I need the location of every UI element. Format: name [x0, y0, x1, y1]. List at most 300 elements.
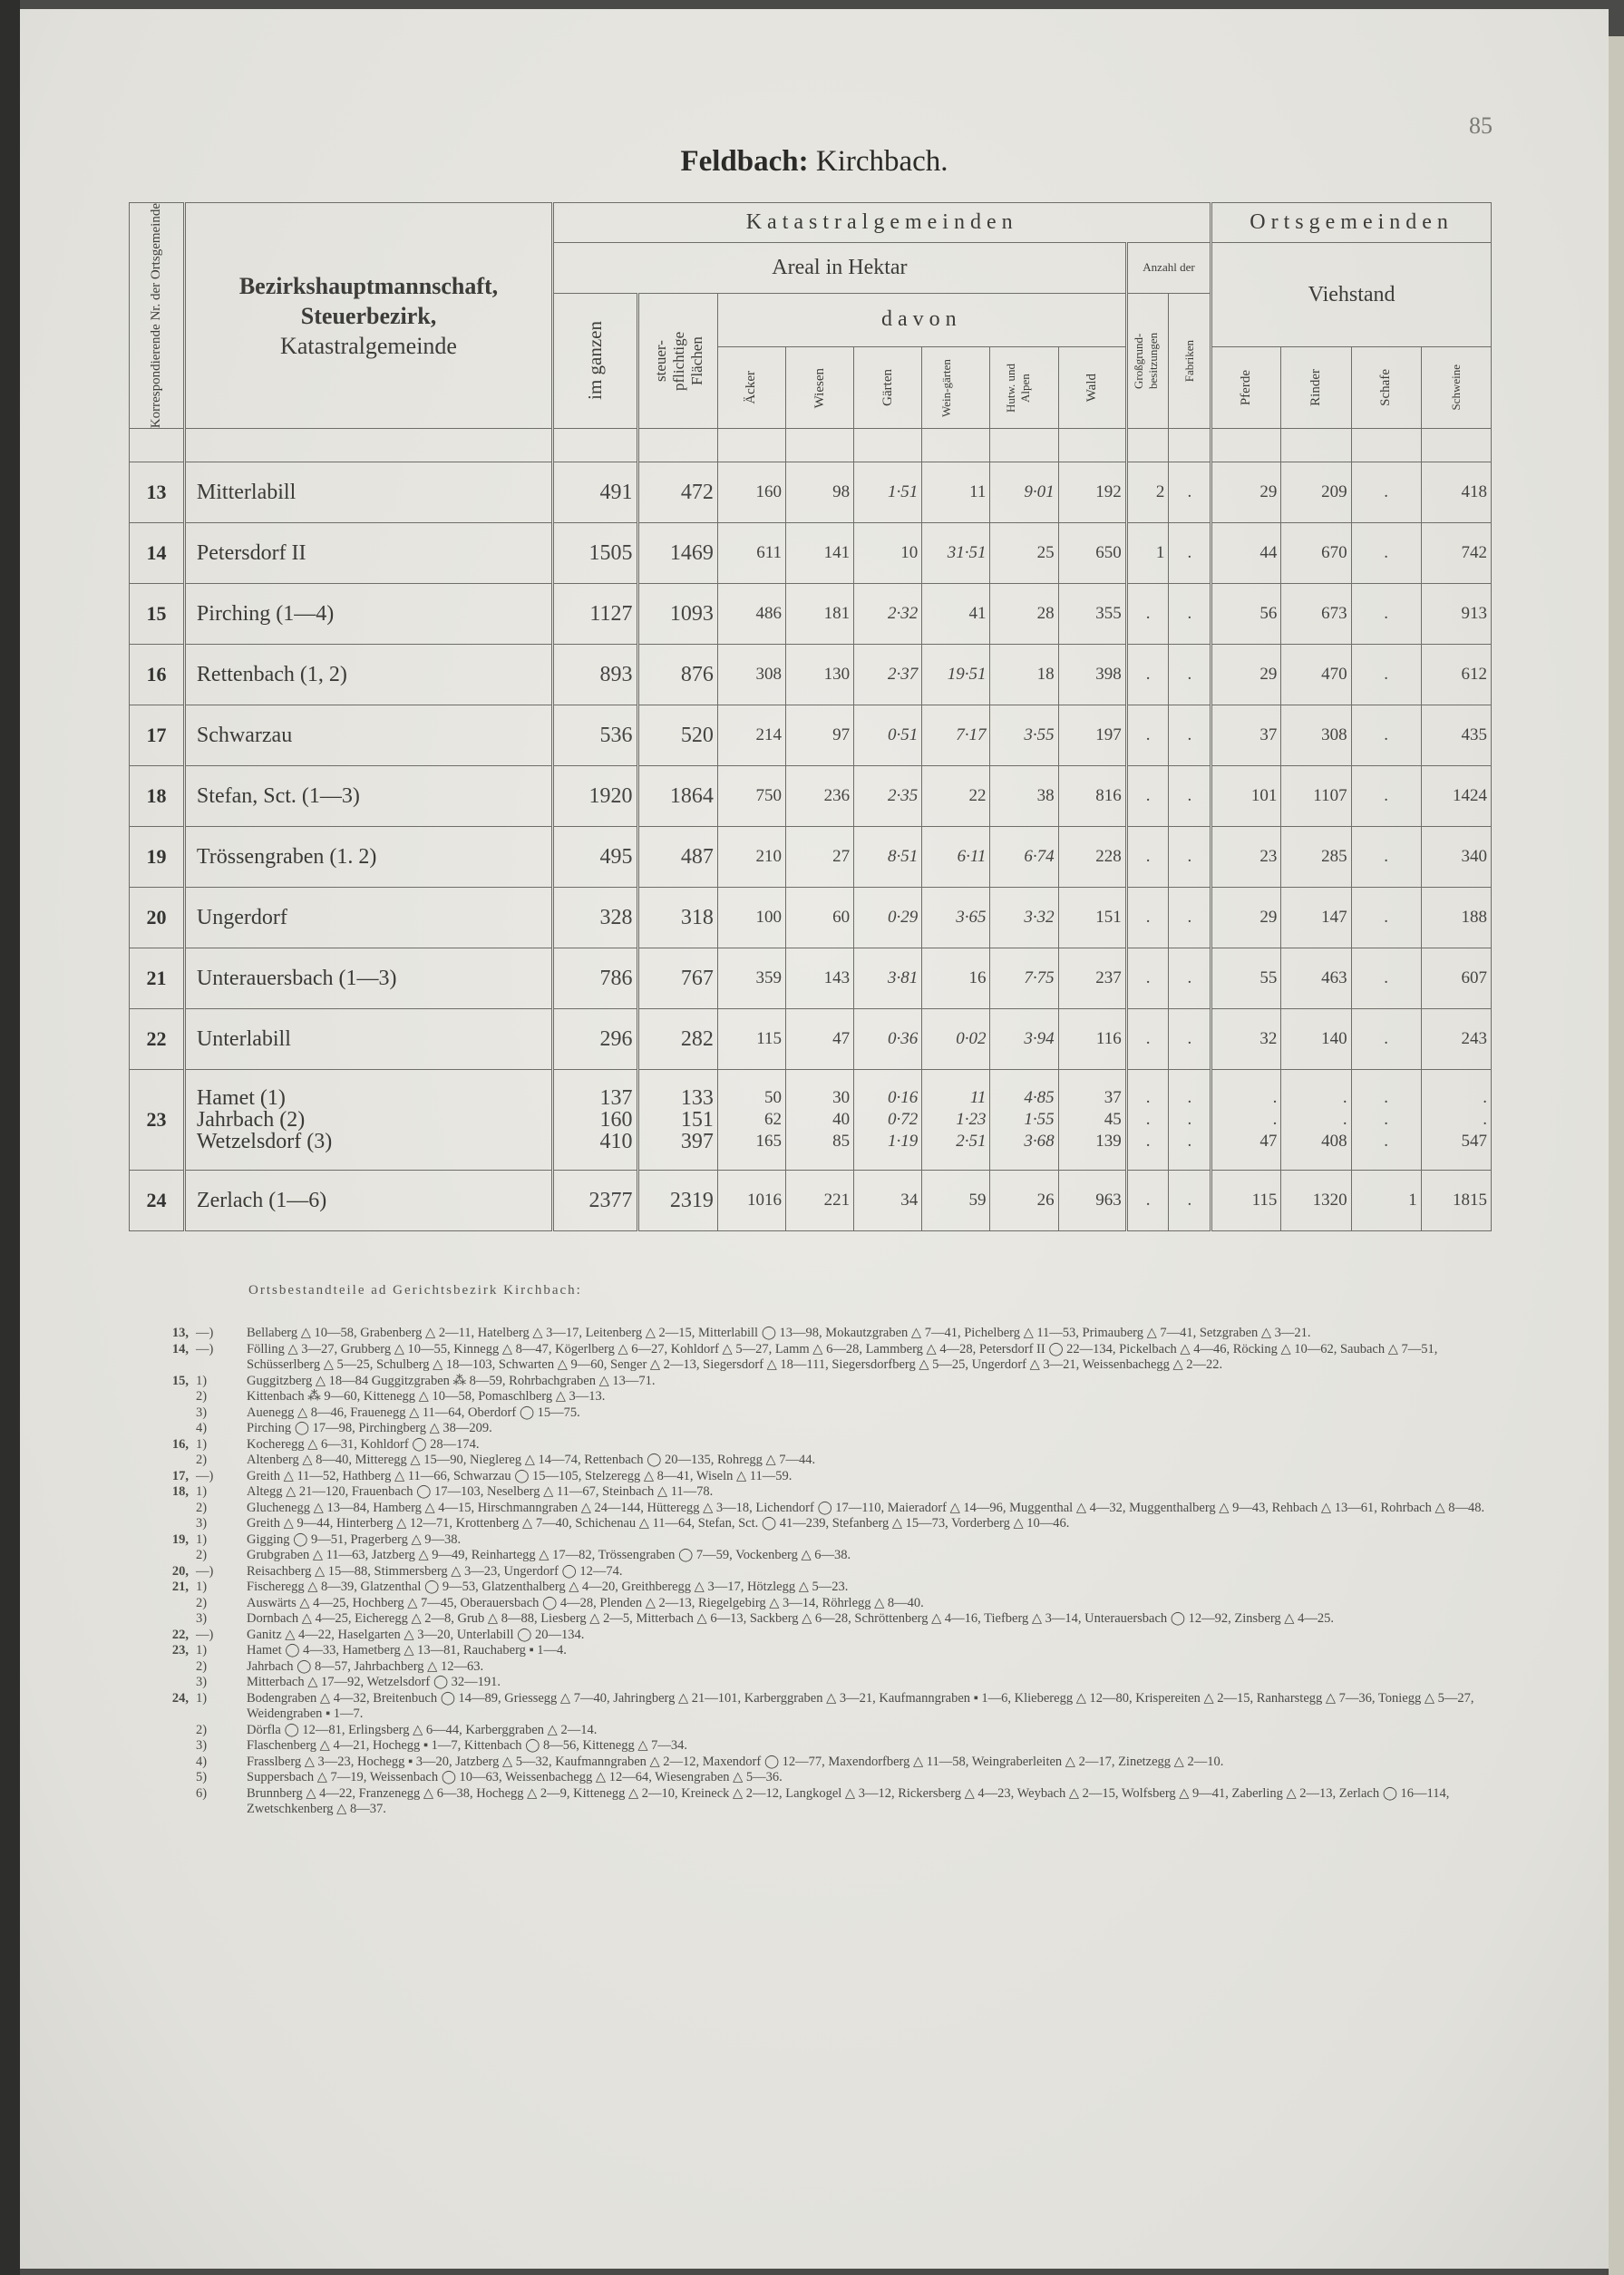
note-text: Guggitzberg △ 18—84 Guggitzgraben ⁂ 8—59, Rohrbachgraben △ 13—71.: [247, 1373, 656, 1388]
table-row: [130, 523, 1492, 584]
table-cell: [1281, 1070, 1351, 1171]
note-number: 14,: [171, 1341, 189, 1356]
note-item: [149, 1659, 1489, 1676]
cell-value: 410: [599, 1130, 633, 1154]
table-cell: .: [1351, 766, 1421, 827]
table-cell: Trössengraben (1. 2): [184, 827, 552, 888]
note-text: Altenberg △ 8—40, Mitteregg △ 15—90, Nieglereg △ 14—74, Rettenbach ◯ 20—135, Rohregg △ 7—44.: [247, 1453, 816, 1467]
table-cell: Zerlach (1—6): [184, 1171, 552, 1231]
cell-value: .: [1342, 1110, 1347, 1130]
cell-value: .: [1187, 1110, 1192, 1130]
cell-value: 30: [832, 1088, 851, 1108]
table-cell: Rettenbach (1, 2): [184, 645, 552, 705]
note-item: [149, 1786, 1489, 1818]
table-cell: 16: [922, 948, 990, 1009]
table-cell: 2: [1126, 462, 1169, 523]
table-cell: 160: [717, 462, 785, 523]
note-item: [149, 1453, 1489, 1469]
note-item: [149, 1374, 1489, 1390]
table-cell: 472: [637, 462, 717, 523]
table-cell: 98: [786, 462, 854, 523]
table-cell: 60: [786, 888, 854, 948]
table-cell: 282: [637, 1009, 717, 1070]
header-label: Großgrund-besitzungen: [1132, 332, 1161, 389]
statistics-table: [129, 202, 1492, 1231]
note-subnumber: 2): [196, 1389, 208, 1404]
table-cell: [1211, 429, 1281, 462]
cell-value: 62: [764, 1110, 783, 1130]
note-subnumber: 1): [196, 1436, 208, 1452]
header-katastralgemeinden: Katastralgemeinden: [553, 203, 1211, 243]
table-cell: [1211, 1070, 1281, 1171]
cell-value: 0·72: [888, 1110, 919, 1130]
table-row: [130, 888, 1492, 948]
note-text: Gigging ◯ 9—51, Pragerberg △ 9—38.: [247, 1531, 462, 1547]
cell-value: 37: [1104, 1088, 1122, 1108]
table-cell: [1421, 429, 1491, 462]
table-cell: .: [1169, 1171, 1211, 1231]
table-cell: [922, 429, 990, 462]
table-cell: 742: [1421, 523, 1491, 584]
note-text: Greith △ 9—44, Hinterberg △ 12—71, Krottenberg △ 7—40, Schichenau △ 11—64, Stefan, Sct. ◯ 41—239, Stefanberg △ 15—73, Vorderberg △ 10—46.: [247, 1516, 1070, 1531]
header-label: Gärten: [880, 369, 895, 407]
table-cell: 308: [1281, 705, 1351, 766]
table-cell: 435: [1421, 705, 1491, 766]
table-cell: 1469: [637, 523, 717, 584]
table-cell: 23: [130, 1070, 185, 1171]
note-text: Fölling △ 3—27, Grubberg △ 10—55, Kinnegg △ 8—47, Kögerlberg △ 6—27, Kohldorf △ 5—27, Lamm △ 6—28, Lammberg △ 4—28, Petersdorf II ◯ 22—134, Pickelbach △ 4—46, Röcking △ 10—62, Saubach △ 7—51, Schüsserlberg △ 5—25, Schulberg △ 18—103, Schwarten △ 9—60, Senger △ 2—13, Siegersdorf △ 18—111, Siegersdorfberg △ 5—25, Ungerdorf △ 3—21, Weissenbachegg △ 2—22.: [247, 1341, 1438, 1372]
table-cell: 611: [717, 523, 785, 584]
table-cell: 7·75: [990, 948, 1058, 1009]
cell-value: 397: [680, 1130, 714, 1154]
table-cell: Stefan, Sct. (1—3): [184, 766, 552, 827]
note-number: 23,: [171, 1643, 189, 1658]
table-cell: 14: [130, 523, 185, 584]
table-cell: 3·55: [990, 705, 1058, 766]
table-cell: .: [1169, 584, 1211, 645]
cell-value: 4·85: [1024, 1088, 1055, 1108]
table-cell: [553, 1070, 637, 1171]
table-cell: 6·11: [922, 827, 990, 888]
table-cell: 398: [1058, 645, 1126, 705]
note-text: Ganitz △ 4—22, Haselgarten △ 3—20, Unterlabill ◯ 20—134.: [247, 1627, 585, 1642]
table-cell: [184, 1070, 552, 1171]
table-cell: .: [1169, 462, 1211, 523]
note-subnumber: 2): [196, 1658, 208, 1674]
cell-value: 1·19: [888, 1132, 919, 1152]
table-cell: 55: [1211, 948, 1281, 1009]
header-bezirk-line1: Bezirkshauptmannschaft,: [238, 272, 499, 299]
table-cell: 491: [553, 462, 637, 523]
header-bezirk-line2: Steuerbezirk,: [300, 302, 437, 329]
note-item: [149, 1421, 1489, 1437]
note-text: Altegg △ 21—120, Frauenbach ◯ 17—103, Neselberg △ 11—67, Steinbach △ 11—78.: [247, 1484, 714, 1499]
table-cell: 115: [717, 1009, 785, 1070]
table-cell: 13: [130, 462, 185, 523]
page-title-bold: Feldbach: [680, 145, 799, 178]
table-cell: 767: [637, 948, 717, 1009]
table-cell: [1351, 1070, 1421, 1171]
note-text: Frasslberg △ 3—23, Hochegg ▪ 3—20, Jatzberg △ 5—32, Kaufmanngraben △ 2—12, Maxendorf ◯ 12—77, Maxendorfberg △ 11—58, Weingraberleiten △ 2—17, Zinetzegg △ 2—10.: [247, 1754, 1224, 1769]
table-cell: [1351, 429, 1421, 462]
table-cell: [786, 429, 854, 462]
header-label: Rinder: [1308, 369, 1323, 407]
table-cell: [1281, 429, 1351, 462]
note-number: 21,: [171, 1580, 189, 1594]
note-text: Suppersbach △ 7—19, Weissenbach ◯ 10—63, Weissenbachegg △ 12—64, Wiesengraben △ 5—36.: [247, 1770, 783, 1784]
note-item: [149, 1723, 1489, 1739]
table-cell: 1: [1351, 1171, 1421, 1231]
note-item: [149, 1770, 1489, 1786]
table-cell: 3·94: [990, 1009, 1058, 1070]
table-cell: [1126, 1070, 1169, 1171]
table-cell: 0·51: [854, 705, 922, 766]
cell-value: .: [1384, 1088, 1389, 1108]
cell-value: .: [1145, 1132, 1151, 1152]
note-number: 22,: [171, 1627, 189, 1642]
table-cell: 143: [786, 948, 854, 1009]
table-cell: 28: [990, 584, 1058, 645]
table-cell: [922, 1070, 990, 1171]
table-cell: 22: [922, 766, 990, 827]
note-text: Mitterbach △ 17—92, Wetzelsdorf ◯ 32—191.: [247, 1675, 501, 1689]
table-cell: 16: [130, 645, 185, 705]
page-number: 85: [1469, 112, 1493, 139]
multi-name: Wetzelsdorf (3): [196, 1130, 333, 1154]
page-title: [20, 145, 1609, 179]
cell-value: .: [1384, 1132, 1389, 1152]
note-text: Bellaberg △ 10—58, Grabenberg △ 2—11, Hatelberg △ 3—17, Leitenberg △ 2—15, Mitterlabill ◯ 13—98, Mokautzgraben △ 7—41, Pichelberg △ 11—53, Primauberg △ 7—41, Setzgraben △ 3—21.: [247, 1326, 1311, 1340]
table-cell: 1107: [1281, 766, 1351, 827]
cell-value: 2·51: [956, 1132, 987, 1152]
header-acker: [717, 347, 785, 429]
table-row: [130, 948, 1492, 1009]
cell-value: .: [1187, 1088, 1192, 1108]
note-number: 15,: [171, 1373, 189, 1388]
table-cell: 19·51: [922, 645, 990, 705]
table-cell: .: [1351, 462, 1421, 523]
table-cell: 1505: [553, 523, 637, 584]
table-cell: Petersdorf II: [184, 523, 552, 584]
note-subnumber: 2): [196, 1595, 208, 1610]
table-cell: [854, 1070, 922, 1171]
note-text: Pirching ◯ 17—98, Pirchingberg △ 38—209.: [247, 1421, 492, 1435]
note-item: [149, 1596, 1489, 1612]
table-cell: 296: [553, 1009, 637, 1070]
table-cell: 612: [1421, 645, 1491, 705]
note-item: [149, 1516, 1489, 1532]
table-cell: 140: [1281, 1009, 1351, 1070]
table-cell: 670: [1281, 523, 1351, 584]
note-text: Hamet ◯ 4—33, Hametberg △ 13—81, Rauchaberg ▪ 1—4.: [247, 1643, 567, 1658]
table-row: [130, 1009, 1492, 1070]
table-cell: 181: [786, 584, 854, 645]
note-item: [149, 1484, 1489, 1501]
cell-value: 0·16: [888, 1088, 919, 1108]
table-cell: 37: [1211, 705, 1281, 766]
header-im-ganzen: [553, 293, 637, 429]
table-cell: 2·35: [854, 766, 922, 827]
table-row: [130, 827, 1492, 888]
table-cell: .: [1351, 827, 1421, 888]
table-cell: 0·02: [922, 1009, 990, 1070]
table-cell: 786: [553, 948, 637, 1009]
scan-left-edge: [0, 0, 20, 2275]
header-areal: Areal in Hektar: [553, 243, 1127, 294]
table-cell: .: [1126, 827, 1169, 888]
table-header: [130, 203, 1492, 429]
header-label: Fabriken: [1182, 339, 1196, 383]
header-weingaerten: [922, 347, 990, 429]
cell-value: 139: [1095, 1132, 1122, 1152]
note-number: 16,: [171, 1436, 189, 1452]
table-cell: 130: [786, 645, 854, 705]
table-cell: 27: [786, 827, 854, 888]
table-cell: 115: [1211, 1171, 1281, 1231]
table-cell: 355: [1058, 584, 1126, 645]
note-subnumber: 1): [196, 1643, 208, 1658]
table-cell: 18: [130, 766, 185, 827]
note-subnumber: 3): [196, 1516, 208, 1531]
header-wald: [1058, 347, 1126, 429]
note-subnumber: —): [196, 1341, 214, 1356]
note-text: Jahrbach ◯ 8—57, Jahrbachberg △ 12—63.: [247, 1658, 484, 1674]
table-cell: 19: [130, 827, 185, 888]
table-cell: [854, 429, 922, 462]
note-text: Grubgraben △ 11—63, Jatzberg △ 9—49, Reinhartegg △ 17—82, Trössengraben ◯ 7—59, Vockenberg △ 6—38.: [247, 1548, 851, 1562]
note-item: [149, 1548, 1489, 1564]
table-cell: 0·36: [854, 1009, 922, 1070]
table-cell: [130, 429, 185, 462]
note-subnumber: —): [196, 1563, 214, 1579]
table-cell: .: [1351, 645, 1421, 705]
table-cell: 38: [990, 766, 1058, 827]
note-text: Flaschenberg △ 4—21, Hochegg ▪ 1—7, Kittenbach ◯ 8—56, Kittenegg △ 7—34.: [247, 1738, 687, 1753]
header-label: Pferde: [1239, 370, 1254, 406]
table-cell: 359: [717, 948, 785, 1009]
table-cell: 188: [1421, 888, 1491, 948]
note-subnumber: 6): [196, 1785, 208, 1801]
table-row: [130, 705, 1492, 766]
table-cell: 20: [130, 888, 185, 948]
table-cell: [1169, 429, 1211, 462]
table-cell: 963: [1058, 1171, 1126, 1231]
table-cell: 1016: [717, 1171, 785, 1231]
table-cell: .: [1126, 766, 1169, 827]
table-cell: [1058, 1070, 1126, 1171]
note-subnumber: 3): [196, 1611, 208, 1626]
table-cell: 520: [637, 705, 717, 766]
note-item: [149, 1326, 1489, 1342]
header-label: Wald: [1084, 374, 1099, 403]
note-item: [149, 1755, 1489, 1771]
table-cell: .: [1169, 645, 1211, 705]
notes-title: Ortsbestandteile ad Gerichtsbezirk Kirchbach:: [248, 1283, 582, 1298]
table-cell: 116: [1058, 1009, 1126, 1070]
note-text: Dornbach △ 4—25, Eicheregg △ 2—8, Grub △ 8—88, Liesberg △ 2—5, Mitterbach △ 6—13, Sackberg △ 6—28, Schröttenberg △ 4—16, Tiefberg △ 3—14, Unterauersbach ◯ 12—92, Zinsberg △ 4—25.: [247, 1611, 1334, 1626]
table-cell: 23: [1211, 827, 1281, 888]
table-cell: 1127: [553, 584, 637, 645]
header-label: im ganzen: [583, 321, 606, 401]
table-cell: 221: [786, 1171, 854, 1231]
table-cell: 0·29: [854, 888, 922, 948]
note-item: [149, 1389, 1489, 1405]
table-cell: 2·37: [854, 645, 922, 705]
note-number: 18,: [171, 1484, 189, 1499]
scan-right-edge: [1609, 36, 1624, 2275]
note-subnumber: 3): [196, 1738, 208, 1753]
table-cell: 1424: [1421, 766, 1491, 827]
table-row: [130, 766, 1492, 827]
note-number: 24,: [171, 1690, 189, 1706]
table-cell: 328: [553, 888, 637, 948]
table-cell: .: [1169, 827, 1211, 888]
note-subnumber: 3): [196, 1675, 208, 1689]
table-cell: [786, 1070, 854, 1171]
table-cell: 11: [922, 462, 990, 523]
table-cell: 486: [717, 584, 785, 645]
table-cell: 7·17: [922, 705, 990, 766]
note-subnumber: 2): [196, 1722, 208, 1737]
table-cell: 1·51: [854, 462, 922, 523]
note-subnumber: 4): [196, 1754, 208, 1769]
table-cell: 816: [1058, 766, 1126, 827]
table-cell: 463: [1281, 948, 1351, 1009]
note-text: Kittenbach ⁂ 9—60, Kittenegg △ 10—58, Pomaschlberg △ 3—13.: [247, 1389, 606, 1404]
table-row: [130, 462, 1492, 523]
table-cell: .: [1351, 705, 1421, 766]
table-cell: 21: [130, 948, 185, 1009]
cell-value: 40: [832, 1110, 851, 1130]
table-cell: 147: [1281, 888, 1351, 948]
note-subnumber: 1): [196, 1580, 208, 1594]
note-item: [149, 1342, 1489, 1374]
table-cell: .: [1126, 888, 1169, 948]
note-subnumber: 2): [196, 1548, 208, 1562]
table-cell: 607: [1421, 948, 1491, 1009]
table-cell: .: [1169, 523, 1211, 584]
header-gaerten: [854, 347, 922, 429]
table-cell: 2319: [637, 1171, 717, 1231]
table-cell: [990, 1070, 1058, 1171]
table-cell: 100: [717, 888, 785, 948]
table-cell: 470: [1281, 645, 1351, 705]
table-cell: 24: [130, 1171, 185, 1231]
note-text: Brunnberg △ 4—22, Franzenegg △ 6—38, Hochegg △ 2—9, Kittenegg △ 2—10, Kreineck △ 2—12, Langkogel △ 3—12, Rickersberg △ 4—23, Weybach △ 2—15, Wolfsberg △ 9—41, Zaberling △ 2—13, Zerlach ◯ 16—114, Zwetschkenberg △ 8—37.: [247, 1785, 1450, 1816]
table-cell: .: [1126, 948, 1169, 1009]
note-subnumber: 5): [196, 1770, 208, 1784]
cell-value: .: [1145, 1110, 1151, 1130]
table-cell: [1421, 1070, 1491, 1171]
cell-value: 133: [680, 1086, 714, 1111]
note-item: [149, 1564, 1489, 1580]
table-cell: [184, 429, 552, 462]
table-cell: 318: [637, 888, 717, 948]
note-subnumber: 2): [196, 1500, 208, 1515]
note-subnumber: 3): [196, 1405, 208, 1420]
table-cell: 285: [1281, 827, 1351, 888]
table-cell: 1864: [637, 766, 717, 827]
note-item: [149, 1405, 1489, 1422]
table-cell: 141: [786, 523, 854, 584]
table-cell: [1126, 429, 1169, 462]
note-text: Dörfla ◯ 12—81, Erlingsberg △ 6—44, Karberggraben △ 2—14.: [247, 1722, 598, 1737]
cell-value: .: [1187, 1132, 1192, 1152]
table-cell: 9·01: [990, 462, 1058, 523]
header-anzahl: Anzahl der: [1126, 243, 1211, 294]
cell-value: 11: [969, 1088, 987, 1108]
table-cell: 243: [1421, 1009, 1491, 1070]
table-cell: 18: [990, 645, 1058, 705]
header-steuer: [637, 293, 717, 429]
note-number: 17,: [171, 1468, 189, 1483]
table-cell: Unterlabill: [184, 1009, 552, 1070]
note-number: 13,: [171, 1326, 189, 1340]
table-cell: .: [1126, 1171, 1169, 1231]
header-fabriken: [1169, 293, 1211, 429]
header-label: Korrespondierende Nr. der Ortsgemeinde: [148, 203, 163, 429]
cell-value: 137: [599, 1086, 633, 1111]
note-text: Auswärts △ 4—25, Hochberg △ 7—45, Oberauersbach ◯ 4—28, Plenden △ 2—13, Riegelgebirg △ 3—14, Röhrlegg △ 8—40.: [247, 1595, 924, 1610]
header-rinder: [1281, 347, 1351, 429]
table-row: [130, 584, 1492, 645]
note-text: Kocheregg △ 6—31, Kohldorf ◯ 28—174.: [247, 1436, 480, 1452]
table-cell: 31·51: [922, 523, 990, 584]
table-cell: 59: [922, 1171, 990, 1231]
table-cell: .: [1169, 888, 1211, 948]
table-cell: 237: [1058, 948, 1126, 1009]
note-text: Gluchenegg △ 13—84, Hamberg △ 4—15, Hirschmanngraben △ 24—144, Hütteregg △ 3—18, Lichendorf ◯ 17—110, Maieradorf △ 14—96, Muggenthal △ 4—32, Muggenthalberg △ 9—43, Rehbach △ 13—61, Rohrbach △ 8—48.: [247, 1500, 1485, 1515]
cell-value: 50: [764, 1088, 783, 1108]
header-pferde: [1211, 347, 1281, 429]
table-cell: 34: [854, 1171, 922, 1231]
cell-value: .: [1384, 1110, 1389, 1130]
table-cell: 32: [1211, 1009, 1281, 1070]
note-subnumber: 1): [196, 1373, 208, 1388]
page-title-rest: Kirchbach.: [815, 145, 948, 178]
table-cell: .: [1169, 705, 1211, 766]
table-cell: [637, 429, 717, 462]
note-text: Fischeregg △ 8—39, Glatzenthal ◯ 9—53, Glatzenthalberg △ 4—20, Greithberegg △ 3—17, Hötzlegg △ 5—23.: [247, 1580, 849, 1594]
header-ortsgemeinden: Ortsgemeinden: [1211, 203, 1492, 243]
table-cell: 44: [1211, 523, 1281, 584]
table-cell: 1815: [1421, 1171, 1491, 1231]
table-cell: 750: [717, 766, 785, 827]
table-cell: .: [1169, 766, 1211, 827]
cell-value: 1·23: [956, 1110, 987, 1130]
note-item: [149, 1580, 1489, 1596]
table-cell: 228: [1058, 827, 1126, 888]
table-cell: .: [1351, 1009, 1421, 1070]
note-item: [149, 1675, 1489, 1691]
table-cell: [553, 429, 637, 462]
table-cell: 41: [922, 584, 990, 645]
table-cell: .: [1126, 705, 1169, 766]
header-label: Wiesen: [812, 367, 827, 408]
table-cell: 1: [1126, 523, 1169, 584]
header-label: Wein-gärten: [939, 358, 954, 417]
header-grossgrund: [1126, 293, 1169, 429]
table-cell: Mitterlabill: [184, 462, 552, 523]
cell-value: 45: [1104, 1110, 1122, 1130]
table-cell: 192: [1058, 462, 1126, 523]
table-cell: 15: [130, 584, 185, 645]
header-schafe: [1351, 347, 1421, 429]
note-number: 20,: [171, 1563, 189, 1579]
table-cell: 1320: [1281, 1171, 1351, 1231]
header-wiesen: [786, 347, 854, 429]
table-cell: .: [1126, 584, 1169, 645]
